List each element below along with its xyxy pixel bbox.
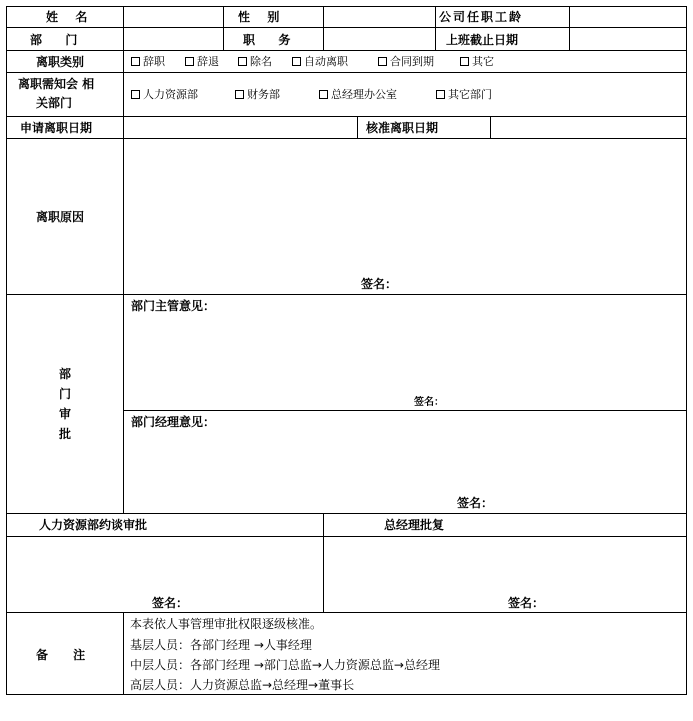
notify-finance[interactable]: 财务部: [235, 88, 280, 102]
gender-field[interactable]: [324, 7, 434, 27]
position-field[interactable]: [324, 28, 434, 50]
option-dismissed[interactable]: 辞退: [185, 55, 219, 69]
reason-field[interactable]: [124, 139, 686, 274]
checkbox[interactable]: [319, 90, 328, 99]
resignation-type-label: 离职类别: [36, 55, 85, 69]
option-contract-end[interactable]: 合同到期: [378, 55, 434, 69]
remarks-label: 备 注: [36, 648, 86, 662]
tenure-label: 公司任职工龄: [439, 10, 524, 24]
manager-opinion-field[interactable]: [124, 432, 686, 496]
checkbox[interactable]: [131, 90, 140, 99]
manager-sign: 签名：: [457, 496, 494, 510]
approve-date-label: 核准离职日期: [366, 121, 439, 135]
apply-date-label: 申请离职日期: [20, 121, 93, 135]
supervisor-opinion-field[interactable]: [124, 316, 686, 396]
name-label: 姓 名: [46, 10, 91, 24]
option-voluntary[interactable]: 自动离职: [292, 55, 348, 69]
resignation-form: [6, 6, 687, 695]
reason-label: 离职原因: [36, 210, 85, 224]
apply-date-field[interactable]: [124, 117, 356, 138]
position-label: 职 务: [243, 33, 296, 47]
notify-gm-office[interactable]: 总经理办公室: [319, 88, 397, 102]
gm-reply-label: 总经理批复: [384, 518, 445, 532]
remarks-line: 高层人员：人力资源总监→总经理→董事长: [130, 678, 355, 692]
gm-reply-field[interactable]: [324, 537, 686, 612]
option-other[interactable]: 其它: [460, 55, 494, 69]
last-day-field[interactable]: [570, 28, 686, 50]
tenure-field[interactable]: [570, 7, 686, 27]
department-field[interactable]: [124, 28, 222, 50]
hr-interview-label: 人力资源部约谈审批: [39, 518, 148, 532]
name-field[interactable]: [124, 7, 222, 27]
remarks-line: 基层人员：各部门经理 →人事经理: [130, 638, 312, 652]
remarks-line: 中层人员：各部门经理 →部门总监→人力资源总监→总经理: [130, 658, 440, 672]
reason-sign: 签名：: [361, 277, 398, 291]
supervisor-sign: 签名：: [414, 397, 444, 408]
remarks-line: 本表依人事管理审批权限逐级核准。: [130, 617, 323, 631]
option-resign[interactable]: 辞职: [131, 55, 165, 69]
hr-sign: 签名：: [152, 596, 189, 610]
checkbox[interactable]: [238, 57, 247, 66]
option-expelled[interactable]: 除名: [238, 55, 272, 69]
checkbox[interactable]: [131, 57, 140, 66]
checkbox[interactable]: [378, 57, 387, 66]
gender-label: 性 别: [238, 10, 283, 24]
approve-date-field[interactable]: [491, 117, 686, 138]
checkbox[interactable]: [235, 90, 244, 99]
checkbox[interactable]: [185, 57, 194, 66]
supervisor-opinion-label: 部门主管意见：: [131, 299, 216, 313]
checkbox[interactable]: [436, 90, 445, 99]
manager-opinion-label: 部门经理意见：: [131, 415, 216, 429]
checkbox[interactable]: [292, 57, 301, 66]
notify-label-line2: 关部门: [36, 96, 73, 110]
dept-approval-label: 部 门 审 批: [58, 367, 71, 441]
department-label: 部 门: [30, 33, 83, 47]
notify-other[interactable]: 其它部门: [436, 88, 492, 102]
notify-label-line1: 离职需知会 相: [18, 77, 95, 91]
checkbox[interactable]: [460, 57, 469, 66]
notify-hr[interactable]: 人力资源部: [131, 88, 198, 102]
gm-sign: 签名：: [508, 596, 545, 610]
last-day-label: 上班截止日期: [446, 33, 519, 47]
